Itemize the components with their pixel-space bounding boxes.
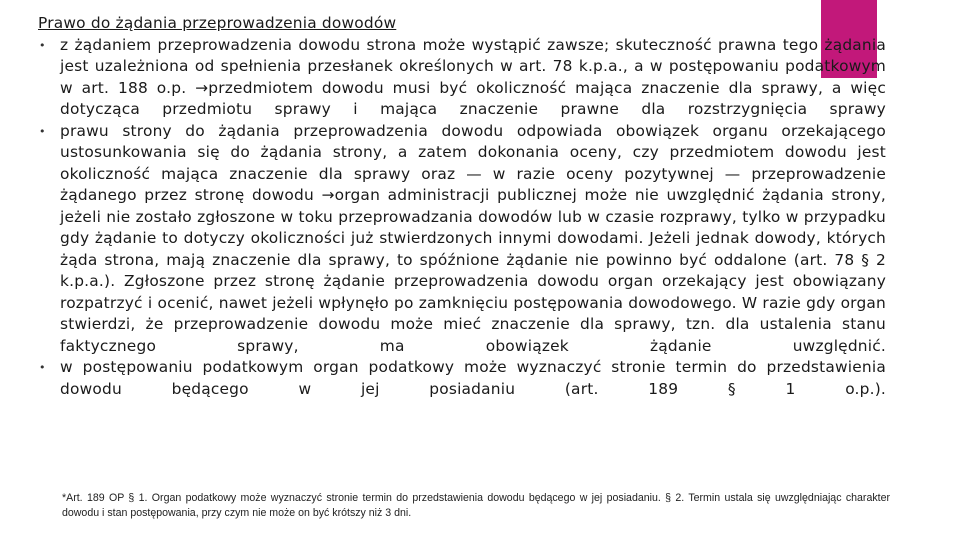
bullet-2-part-1: prawu strony do żądania przeprowadzenia dowodu odpowiada obowiązek organu orzekającego ustosunkowania się do żądania strony, a zatem dokonania oceny, czy przedmiotem dowodu jest okoliczność mająca znaczenie dla sprawy oraz — w razie oceny pozytywnej — przeprowadzenie żądanego przez stronę dowodu: [60, 121, 886, 204]
bullet-item-2: [38, 121, 886, 358]
bullet-item-1: [38, 35, 886, 121]
arrow-right-icon: →: [195, 78, 209, 97]
arrow-right-icon: →: [321, 186, 335, 204]
bullet-dot-icon: •: [39, 124, 46, 138]
slide-title: Prawo do żądania przeprowadzenia dowodów: [38, 14, 397, 32]
bullet-1-part-2: przedmiotem dowodu musi być okoliczność mająca znaczenie dla sprawy, a więc dotycząca przedmiotu sprawy i mająca znaczenie prawne dla rozstrzygnięcia sprawy: [60, 78, 886, 118]
bullet-2-part-2: organ administracji publicznej może nie uwzględnić żądania strony, jeżeli nie zostało zgłoszone w toku przeprowadzania dowodów lub w czasie rozprawy, tylko w przypadku gdy żądanie to dotyczy okoliczności już stwierdzonych innymi dowodami. Jeżeli jednak dowody, których żąda strona, mają znaczenie dla sprawy, to spóźnione żądanie nie powinno być oddalone (art. 78 § 2 k.p.a.). Zgłoszone przez stronę żądanie przeprowadzenia dowodu organ orzekający jest obowiązany rozpatrzyć i ocenić, nawet jeżeli wpłynęło po zamknięciu postępowania dowodowego. W razie gdy organ stwierdzi, że przeprowadzenie dowodu może mieć znaczenie dla sprawy, tzn. dla ustalenia stanu faktycznego sprawy, ma obowiązek żądanie uwzględnić.: [60, 186, 886, 355]
slide-content: [38, 13, 886, 400]
bullet-item-3: [38, 357, 886, 400]
bullet-dot-icon: •: [39, 361, 46, 374]
bullet-3-part-1: w postępowaniu podatkowym organ podatkowy może wyznaczyć stronie termin do przedstawienia dowodu będącego w jej posiadaniu (art. 189 § 1 o.p.).: [60, 358, 886, 398]
bullet-list: [38, 35, 886, 401]
footnote: *Art. 189 OP § 1. Organ podatkowy może wyznaczyć stronie termin do przedstawienia dowodu będącego w jej posiadaniu. § 2. Termin ustala się uwzględniając charakter dowodu i stan postępowania, przy czym nie może on być krótszy niż 3 dni.: [62, 492, 890, 519]
bullet-dot-icon: •: [39, 38, 46, 52]
bullet-1-part-1: z żądaniem przeprowadzenia dowodu strona może wystąpić zawsze; skuteczność prawna tego żądania jest uzależniona od spełnienia przesłanek określonych w art. 78 k.p.a., a w postępowaniu podatkowym w art. 188 o.p.: [60, 35, 886, 97]
